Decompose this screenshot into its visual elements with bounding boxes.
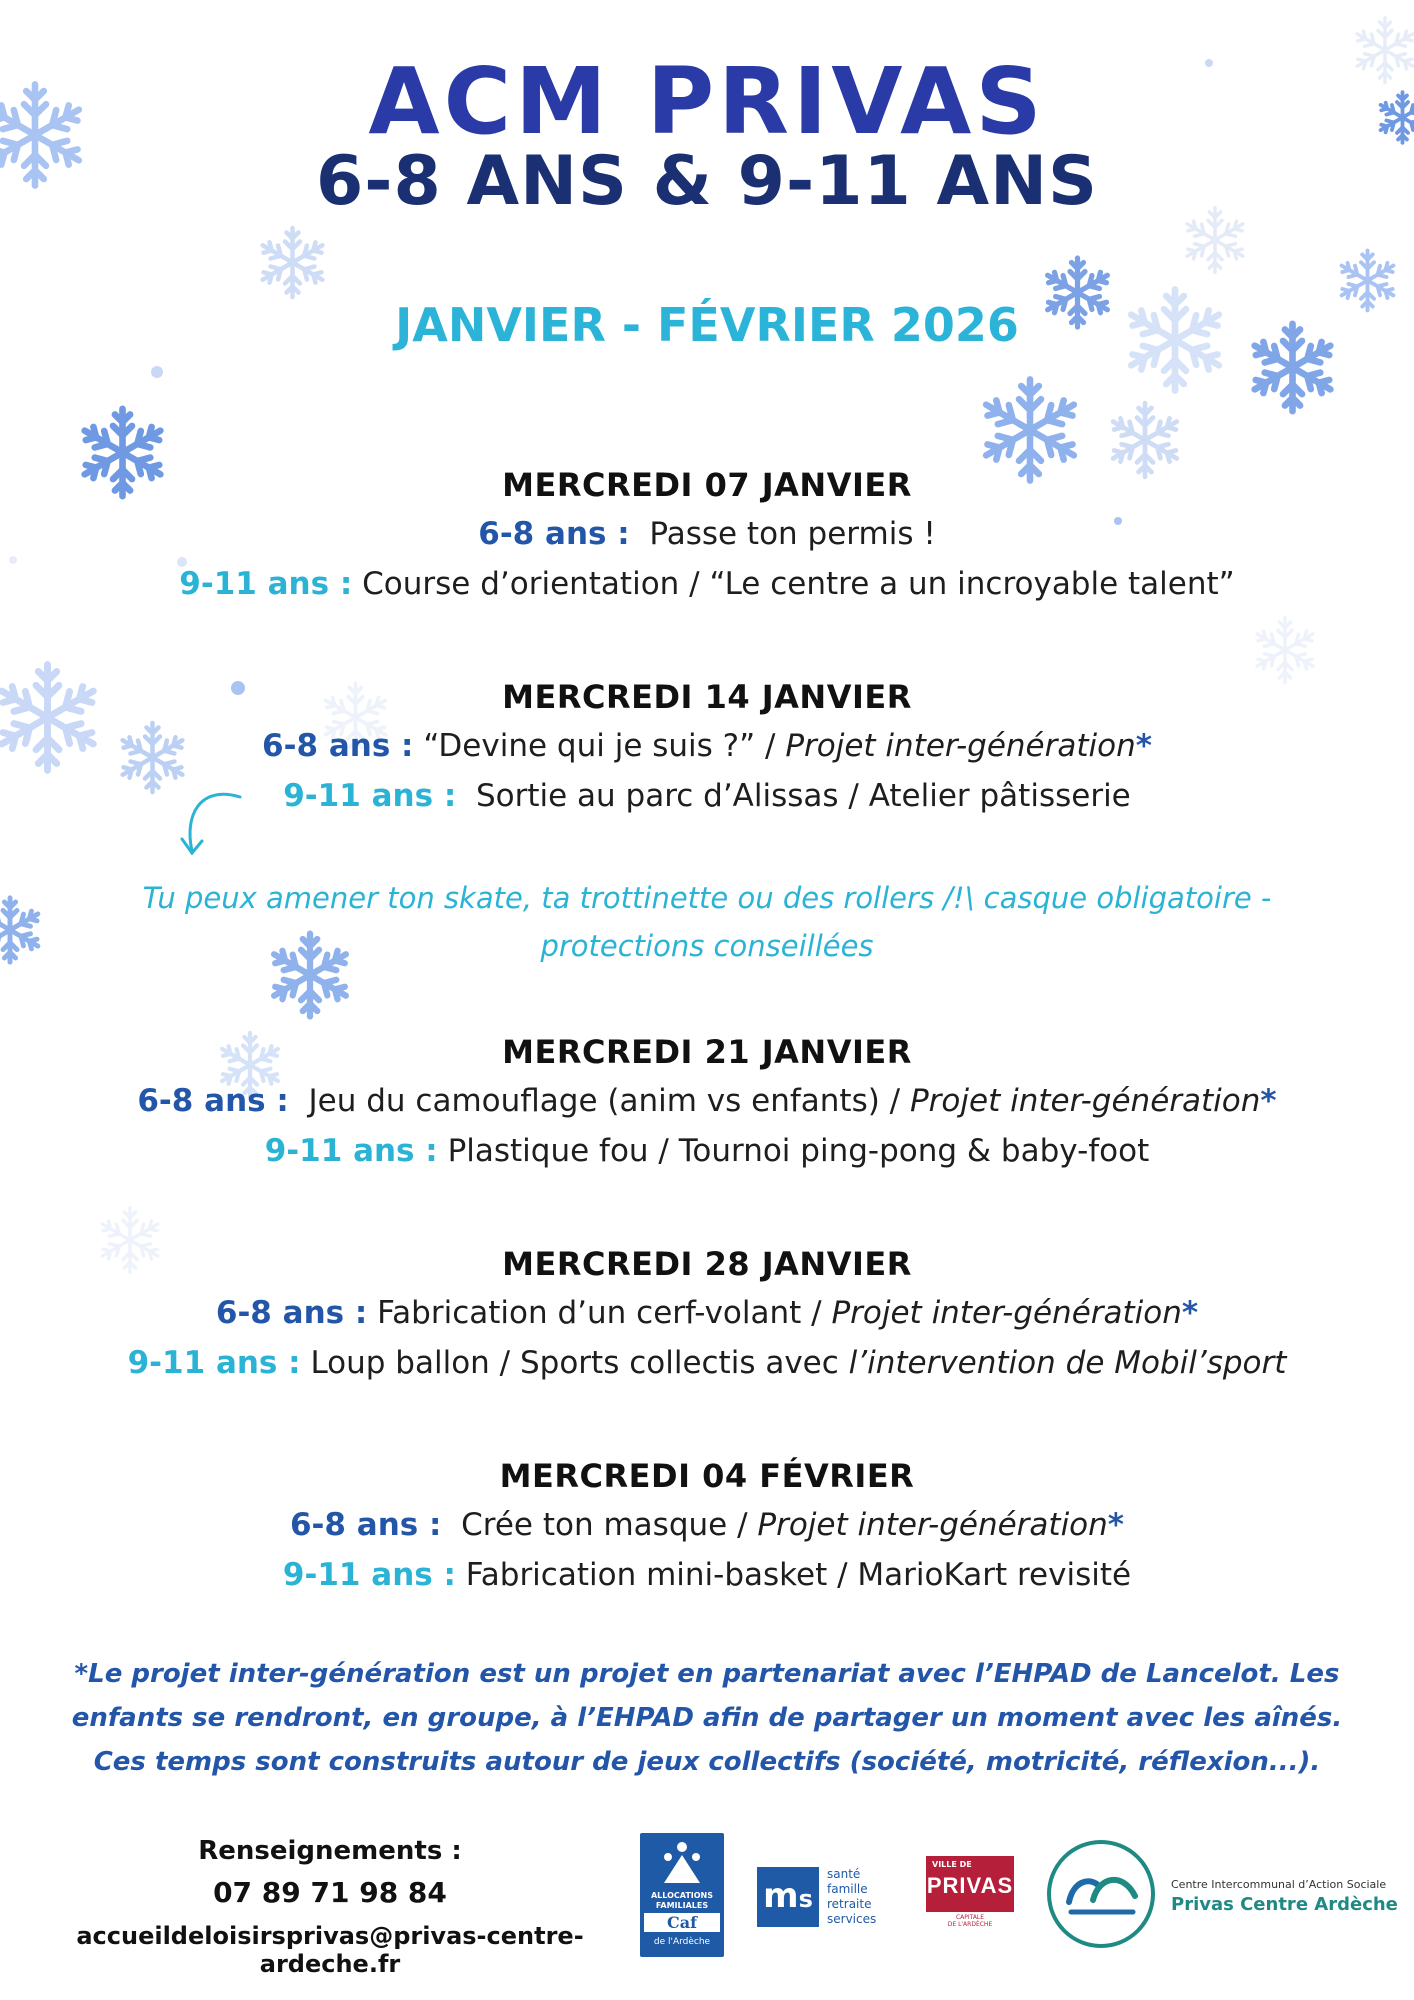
footnote-line: Ces temps sont construits autour de jeux collectifs (société, motricité, réflexion...). <box>93 1747 1321 1777</box>
msa-text: famille <box>827 1882 868 1896</box>
cias-emblem-icon <box>1045 1838 1157 1950</box>
note-line: protections conseillées <box>540 929 874 963</box>
footnote-star: * <box>1181 1295 1199 1331</box>
activity-text: Jeu du camouflage (anim vs enfants) / <box>308 1083 910 1119</box>
note-line: Tu peux amener ton skate, ta trottinette ou des rollers /!\ casque obligatoire - <box>142 881 1272 915</box>
activity-text: Fabrication d’un cerf-volant / <box>377 1295 832 1331</box>
activity-text: Fabrication mini-basket / MarioKart revisité <box>465 1557 1132 1593</box>
age-label-9-11: 9-11 ans : <box>264 1133 438 1169</box>
age-label-6-8: 6-8 ans : <box>215 1295 368 1331</box>
msa-logo <box>757 1865 889 1931</box>
msa-text: services <box>827 1912 877 1926</box>
cias-text: Centre Intercommunal d’Action Sociale <box>1171 1878 1387 1891</box>
contact-email[interactable]: accueildeloisirsprivas@privas-centre-ardeche.fr <box>76 1922 584 1978</box>
cias-text: Privas Centre Ardèche <box>1171 1894 1398 1915</box>
caf-text: de l'Ardèche <box>653 1937 711 1947</box>
activity-text: Passe ton permis ! <box>649 516 936 552</box>
age-label-9-11: 9-11 ans : <box>282 1557 456 1593</box>
age-label-9-11: 9-11 ans : <box>127 1345 301 1381</box>
ville-text: VILLE DE <box>932 1860 972 1869</box>
footnote-inter-generation <box>70 1652 1344 1784</box>
activity-text: Crée ton masque / <box>461 1507 758 1543</box>
activity-line-9-11 <box>0 1133 1414 1169</box>
ville-text: PRIVAS <box>926 1873 1014 1898</box>
footnote-star: * <box>1135 728 1152 764</box>
contact-phone[interactable]: 07 89 71 98 84 <box>213 1876 447 1909</box>
activity-line-6-8 <box>0 516 1414 552</box>
footnote-line: *Le projet inter-génération est un projet en partenariat avec l’EHPAD de Lancelot. Les <box>74 1659 1340 1689</box>
cias-logo <box>1045 1838 1409 1950</box>
activity-text: Sortie au parc d’Alissas / Atelier pâtisserie <box>475 778 1131 814</box>
age-label-6-8: 6-8 ans : <box>289 1507 442 1543</box>
age-groups-subtitle: 6-8 ANS & 9-11 ANS <box>315 142 1099 221</box>
footnote-star: * <box>1107 1507 1125 1543</box>
day-heading: MERCREDI 28 JANVIER <box>502 1245 912 1283</box>
msa-text: retraite <box>827 1897 872 1911</box>
caf-text: Caf <box>644 1913 720 1932</box>
activity-text: “Devine qui je suis ?” / <box>423 728 786 764</box>
msa-mark: ms <box>757 1867 819 1927</box>
equipment-note <box>100 874 1314 970</box>
activity-line-9-11 <box>0 1345 1414 1381</box>
activity-text-italic: Projet inter-génération <box>831 1295 1182 1331</box>
activity-line-6-8 <box>0 1083 1414 1119</box>
activity-line-6-8 <box>0 1295 1414 1331</box>
day-heading: MERCREDI 04 FÉVRIER <box>499 1457 915 1495</box>
activity-text: Plastique fou / Tournoi ping-pong & baby-foot <box>447 1133 1150 1169</box>
caf-text: FAMILIALES <box>655 1901 709 1910</box>
snow-dot <box>150 365 164 379</box>
day-heading: MERCREDI 21 JANVIER <box>502 1033 912 1071</box>
period-heading: JANVIER - FÉVRIER 2026 <box>395 298 1019 352</box>
age-label-6-8: 6-8 ans : <box>478 516 630 552</box>
contact-label: Renseignements : <box>198 1836 462 1866</box>
activity-line-6-8 <box>0 1507 1414 1543</box>
activity-text-italic: Projet inter-génération <box>757 1507 1108 1543</box>
activity-text-italic: Projet inter-génération <box>909 1083 1261 1119</box>
curved-arrow-icon <box>170 785 250 865</box>
age-label-9-11: 9-11 ans : <box>283 778 457 814</box>
ville-text: DE L'ARDÈCHE <box>947 1921 993 1928</box>
activity-line-9-11 <box>0 1557 1414 1593</box>
snow-dot <box>8 555 18 565</box>
caf-figure-icon <box>658 1839 706 1887</box>
msa-text: santé <box>827 1867 861 1881</box>
footnote-line: enfants se rendront, en groupe, à l’EHPAD afin de partager un moment avec les aînés. <box>71 1703 1343 1733</box>
page-title: ACM PRIVAS <box>368 48 1046 155</box>
activity-text-italic: Projet inter-génération <box>785 728 1136 764</box>
caf-text: ALLOCATIONS <box>650 1891 714 1900</box>
activity-line-9-11 <box>0 566 1414 602</box>
activity-text-italic: l’intervention de Mobil’sport <box>848 1345 1287 1381</box>
snowflake-icon <box>255 225 330 300</box>
activity-text: Course d’orientation / “Le centre a un incroyable talent” <box>362 566 1235 602</box>
day-heading: MERCREDI 14 JANVIER <box>502 678 912 716</box>
age-label-6-8: 6-8 ans : <box>262 728 414 764</box>
activity-line-6-8 <box>0 728 1414 764</box>
caf-logo <box>640 1833 724 1957</box>
ville-privas-logo <box>926 1856 1014 1930</box>
snowflake-icon <box>0 895 45 965</box>
snowflake-icon <box>1250 615 1320 685</box>
activity-text: Loup ballon / Sports collectis avec <box>310 1345 849 1381</box>
day-heading: MERCREDI 07 JANVIER <box>502 466 912 504</box>
age-label-6-8: 6-8 ans : <box>137 1083 289 1119</box>
age-label-9-11: 9-11 ans : <box>179 566 353 602</box>
ville-text: CAPITALE <box>955 1914 985 1921</box>
footnote-star: * <box>1260 1083 1277 1119</box>
